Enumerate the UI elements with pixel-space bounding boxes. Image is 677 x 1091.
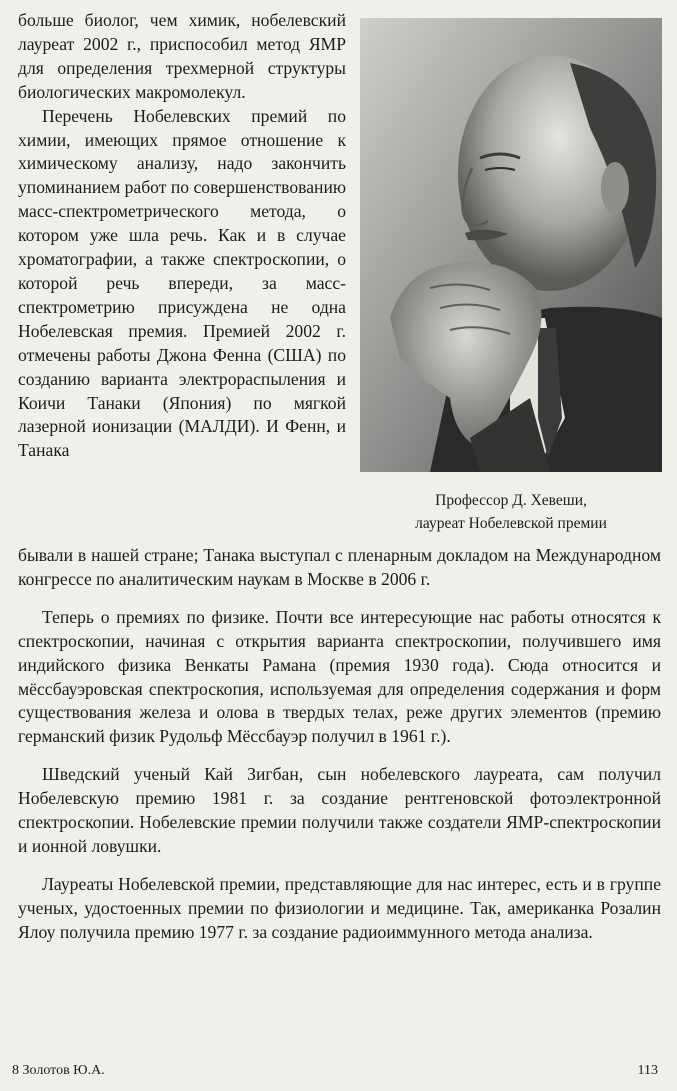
paragraph-chemistry-prizes: Перечень Нобелевских премий по химии, имеющих прямое отношение к химическому анализу, надо закончить упоминанием работ по совершенствованию масс-спектрометрического метода, о котором уже шла речь. Как и в случае хроматографии, а также спектроскопии, о которой речь впереди, за масс-спектрометрию присуждена не одна Нобелевская премия. Премией 2002 г. отмечены работы Джона Фенна (США) по созданию варианта электрораспыления и Коичи Танаки (Япония) по мягкой лазерной ионизации (МАЛДИ). И Фенн, и Танака xyxy=(18,105,346,461)
portrait-image xyxy=(360,18,662,472)
paragraph-medicine: Лауреаты Нобелевской премии, представляющие для нас интерес, есть и в группе ученых, удостоенных премии по физиологии и медицине. Так, американка Розалин Ялоу получила премию 1977 г. за создание радиоиммунного метода анализа. xyxy=(18,873,661,942)
paragraph-nmr: больше биолог, чем химик, нобелевский лауреат 2002 г., приспособил метод ЯМР для определения трехмерной структуры биологических макромолекул. xyxy=(18,10,346,102)
text-full-width xyxy=(18,544,661,945)
text-column-upper xyxy=(18,9,346,463)
paragraph-siegbahn: Шведский ученый Кай Зигбан, сын нобелевского лауреата, сам получил Нобелевскую премию 1981 г. за создание рентгеновской фотоэлектронной спектроскопии. Нобелевские премии получили также создатели ЯМР-спектроскопии и ионной ловушки. xyxy=(18,764,661,856)
paragraph-physics-prizes: Теперь о премиях по физике. Почти все интересующие нас работы относятся к спектроскопии, начиная с открытия варианта спектроскопии, получившего имя индийского физика Венкаты Рамана (премия 1930 года). Сюда относится и мёссбауэровская спектроскопия, используемая для определения содержания и форм существования железа и олова в твердых телах, реже других элементов (премию германский физик Рудольф Мёссбауэр получил в 1961 г.). xyxy=(18,606,661,747)
photo-caption xyxy=(360,489,662,535)
page-number: 113 xyxy=(637,1063,658,1078)
portrait-photo xyxy=(360,18,662,472)
page-footer xyxy=(12,1063,658,1083)
caption-line-2: лауреат Нобелевской премии xyxy=(415,515,607,532)
signature-mark: 8 Золотов Ю.А. xyxy=(12,1063,105,1078)
paragraph-continuation: бывали в нашей стране; Танака выступал с пленарным докладом на Международном конгрессе по аналитическим наукам в Москве в 2006 г. xyxy=(18,545,661,589)
caption-line-1: Профессор Д. Хевеши, xyxy=(435,492,587,509)
